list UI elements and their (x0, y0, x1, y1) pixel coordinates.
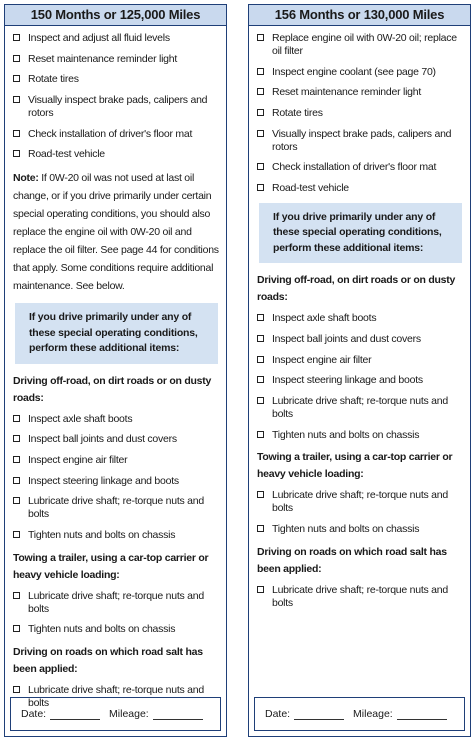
section-heading-off-road: Driving off-road, on dirt roads or on dusty roads: (257, 274, 456, 304)
checkbox-icon[interactable] (13, 477, 20, 484)
checklist-item[interactable]: Tighten nuts and bolts on chassis (257, 523, 464, 536)
checklist-item[interactable]: Lubricate drive shaft; re-torque nuts and bolts (13, 590, 220, 616)
checklist-item[interactable]: Tighten nuts and bolts on chassis (13, 623, 220, 636)
checkbox-icon[interactable] (257, 431, 264, 438)
checklist-item[interactable]: Road-test vehicle (257, 182, 464, 195)
checklist-item[interactable]: Inspect axle shaft boots (13, 413, 220, 426)
checkbox-icon[interactable] (13, 96, 20, 103)
checklist-item[interactable]: Visually inspect brake pads, calipers and rotors (13, 94, 220, 120)
checkbox-icon[interactable] (257, 356, 264, 363)
card-body (249, 26, 470, 610)
checkbox-icon[interactable] (13, 592, 20, 599)
mileage-field[interactable] (397, 709, 447, 720)
checkbox-icon[interactable] (13, 625, 20, 632)
checkbox-icon[interactable] (257, 68, 264, 75)
checklist-item[interactable]: Road-test vehicle (13, 148, 220, 161)
date-field[interactable] (294, 709, 344, 720)
checkbox-icon[interactable] (257, 491, 264, 498)
checkbox-icon[interactable] (257, 34, 264, 41)
checklist-item[interactable]: Lubricate drive shaft; re-torque nuts and bolts (13, 684, 220, 710)
checkbox-icon[interactable] (257, 109, 264, 116)
mileage-field[interactable] (153, 709, 203, 720)
checklist-item[interactable]: Check installation of driver's floor mat (13, 128, 220, 141)
checklist-item[interactable]: Inspect ball joints and dust covers (257, 333, 464, 346)
checkbox-icon[interactable] (13, 130, 20, 137)
checkbox-icon[interactable] (13, 531, 20, 538)
checkbox-icon[interactable] (13, 686, 20, 693)
checklist-item[interactable]: Rotate tires (257, 107, 464, 120)
checklist-item[interactable]: Inspect engine coolant (see page 70) (257, 66, 464, 79)
checklist-item[interactable]: Check installation of driver's floor mat (257, 161, 464, 174)
checklist-item[interactable]: Inspect steering linkage and boots (257, 374, 464, 387)
maintenance-card-156-months (248, 4, 471, 737)
mileage-label: Mileage: (353, 708, 393, 720)
special-conditions-callout: If you drive primarily under any of these special operating conditions, perform these additional items: (259, 203, 462, 264)
checklist-item[interactable]: Lubricate drive shaft; re-torque nuts and bolts (13, 495, 220, 521)
checkbox-icon[interactable] (257, 130, 264, 137)
main-checklist (257, 32, 464, 195)
section-heading-off-road: Driving off-road, on dirt roads or on dusty roads: (13, 374, 212, 404)
section-heading-road-salt: Driving on roads on which road salt has been applied: (13, 646, 203, 676)
checkbox-icon[interactable] (13, 75, 20, 82)
checklist-item[interactable]: Tighten nuts and bolts on chassis (13, 529, 220, 542)
checkbox-icon[interactable] (257, 314, 264, 321)
checkbox-icon[interactable] (257, 184, 264, 191)
checklist-item[interactable]: Reset maintenance reminder light (257, 86, 464, 99)
checkbox-icon[interactable] (257, 376, 264, 383)
checklist-item[interactable]: Lubricate drive shaft; re-torque nuts and bolts (257, 489, 464, 515)
section-heading-road-salt: Driving on roads on which road salt has been applied: (257, 545, 447, 575)
checkbox-icon[interactable] (13, 55, 20, 62)
date-mileage-footer (10, 697, 221, 731)
checkbox-icon[interactable] (13, 415, 20, 422)
checkbox-icon[interactable] (13, 435, 20, 442)
checkbox-icon[interactable] (257, 163, 264, 170)
checklist-item[interactable]: Inspect axle shaft boots (257, 312, 464, 325)
checklist-item[interactable]: Visually inspect brake pads, calipers and rotors (257, 128, 464, 154)
checklist-item[interactable]: Inspect engine air filter (257, 354, 464, 367)
date-label: Date: (21, 708, 47, 720)
checkbox-icon[interactable] (13, 34, 20, 41)
section-heading-towing: Towing a trailer, using a car-top carrier or heavy vehicle loading: (257, 451, 453, 481)
checkbox-icon[interactable] (257, 397, 264, 404)
date-label: Date: (265, 708, 291, 720)
checkbox-icon[interactable] (257, 88, 264, 95)
checklist-item[interactable]: Tighten nuts and bolts on chassis (257, 429, 464, 442)
checkbox-icon[interactable] (13, 150, 20, 157)
checklist-item[interactable]: Inspect engine air filter (13, 454, 220, 467)
oil-note: Note: If 0W-20 oil was not used at last oil change, or if you drive primarily under certain special operating conditions, you should also replace the engine oil with 0W-20 oil and replace the oil filter. See page 44 for conditions that apply. Some conditions require additional maintenance. See below. (13, 172, 219, 293)
special-conditions-callout: If you drive primarily under any of these special operating conditions, perform these additional items: (15, 303, 218, 364)
checkbox-icon[interactable] (13, 456, 20, 463)
card-title: 156 Months or 130,000 Miles (249, 5, 470, 26)
checklist-item[interactable]: Inspect and adjust all fluid levels (13, 32, 220, 45)
date-mileage-footer (254, 697, 465, 731)
card-title: 150 Months or 125,000 Miles (5, 5, 226, 26)
checklist-item[interactable]: Replace engine oil with 0W-20 oil; replace oil filter (257, 32, 464, 58)
checklist-item[interactable]: Lubricate drive shaft; re-torque nuts and bolts (257, 395, 464, 421)
card-body (5, 26, 226, 710)
maintenance-card-150-months (4, 4, 227, 737)
mileage-label: Mileage: (109, 708, 149, 720)
checkbox-icon[interactable] (257, 335, 264, 342)
date-field[interactable] (50, 709, 100, 720)
checklist-item[interactable]: Inspect ball joints and dust covers (13, 433, 220, 446)
checklist-item[interactable]: Lubricate drive shaft; re-torque nuts and bolts (257, 584, 464, 610)
checkbox-icon[interactable] (257, 525, 264, 532)
section-heading-towing: Towing a trailer, using a car-top carrier or heavy vehicle loading: (13, 551, 209, 581)
checklist-item[interactable]: Inspect steering linkage and boots (13, 475, 220, 488)
checkbox-icon[interactable] (13, 497, 20, 504)
main-checklist (13, 32, 220, 161)
checkbox-icon[interactable] (257, 586, 264, 593)
checklist-item[interactable]: Reset maintenance reminder light (13, 53, 220, 66)
checklist-item[interactable]: Rotate tires (13, 73, 220, 86)
